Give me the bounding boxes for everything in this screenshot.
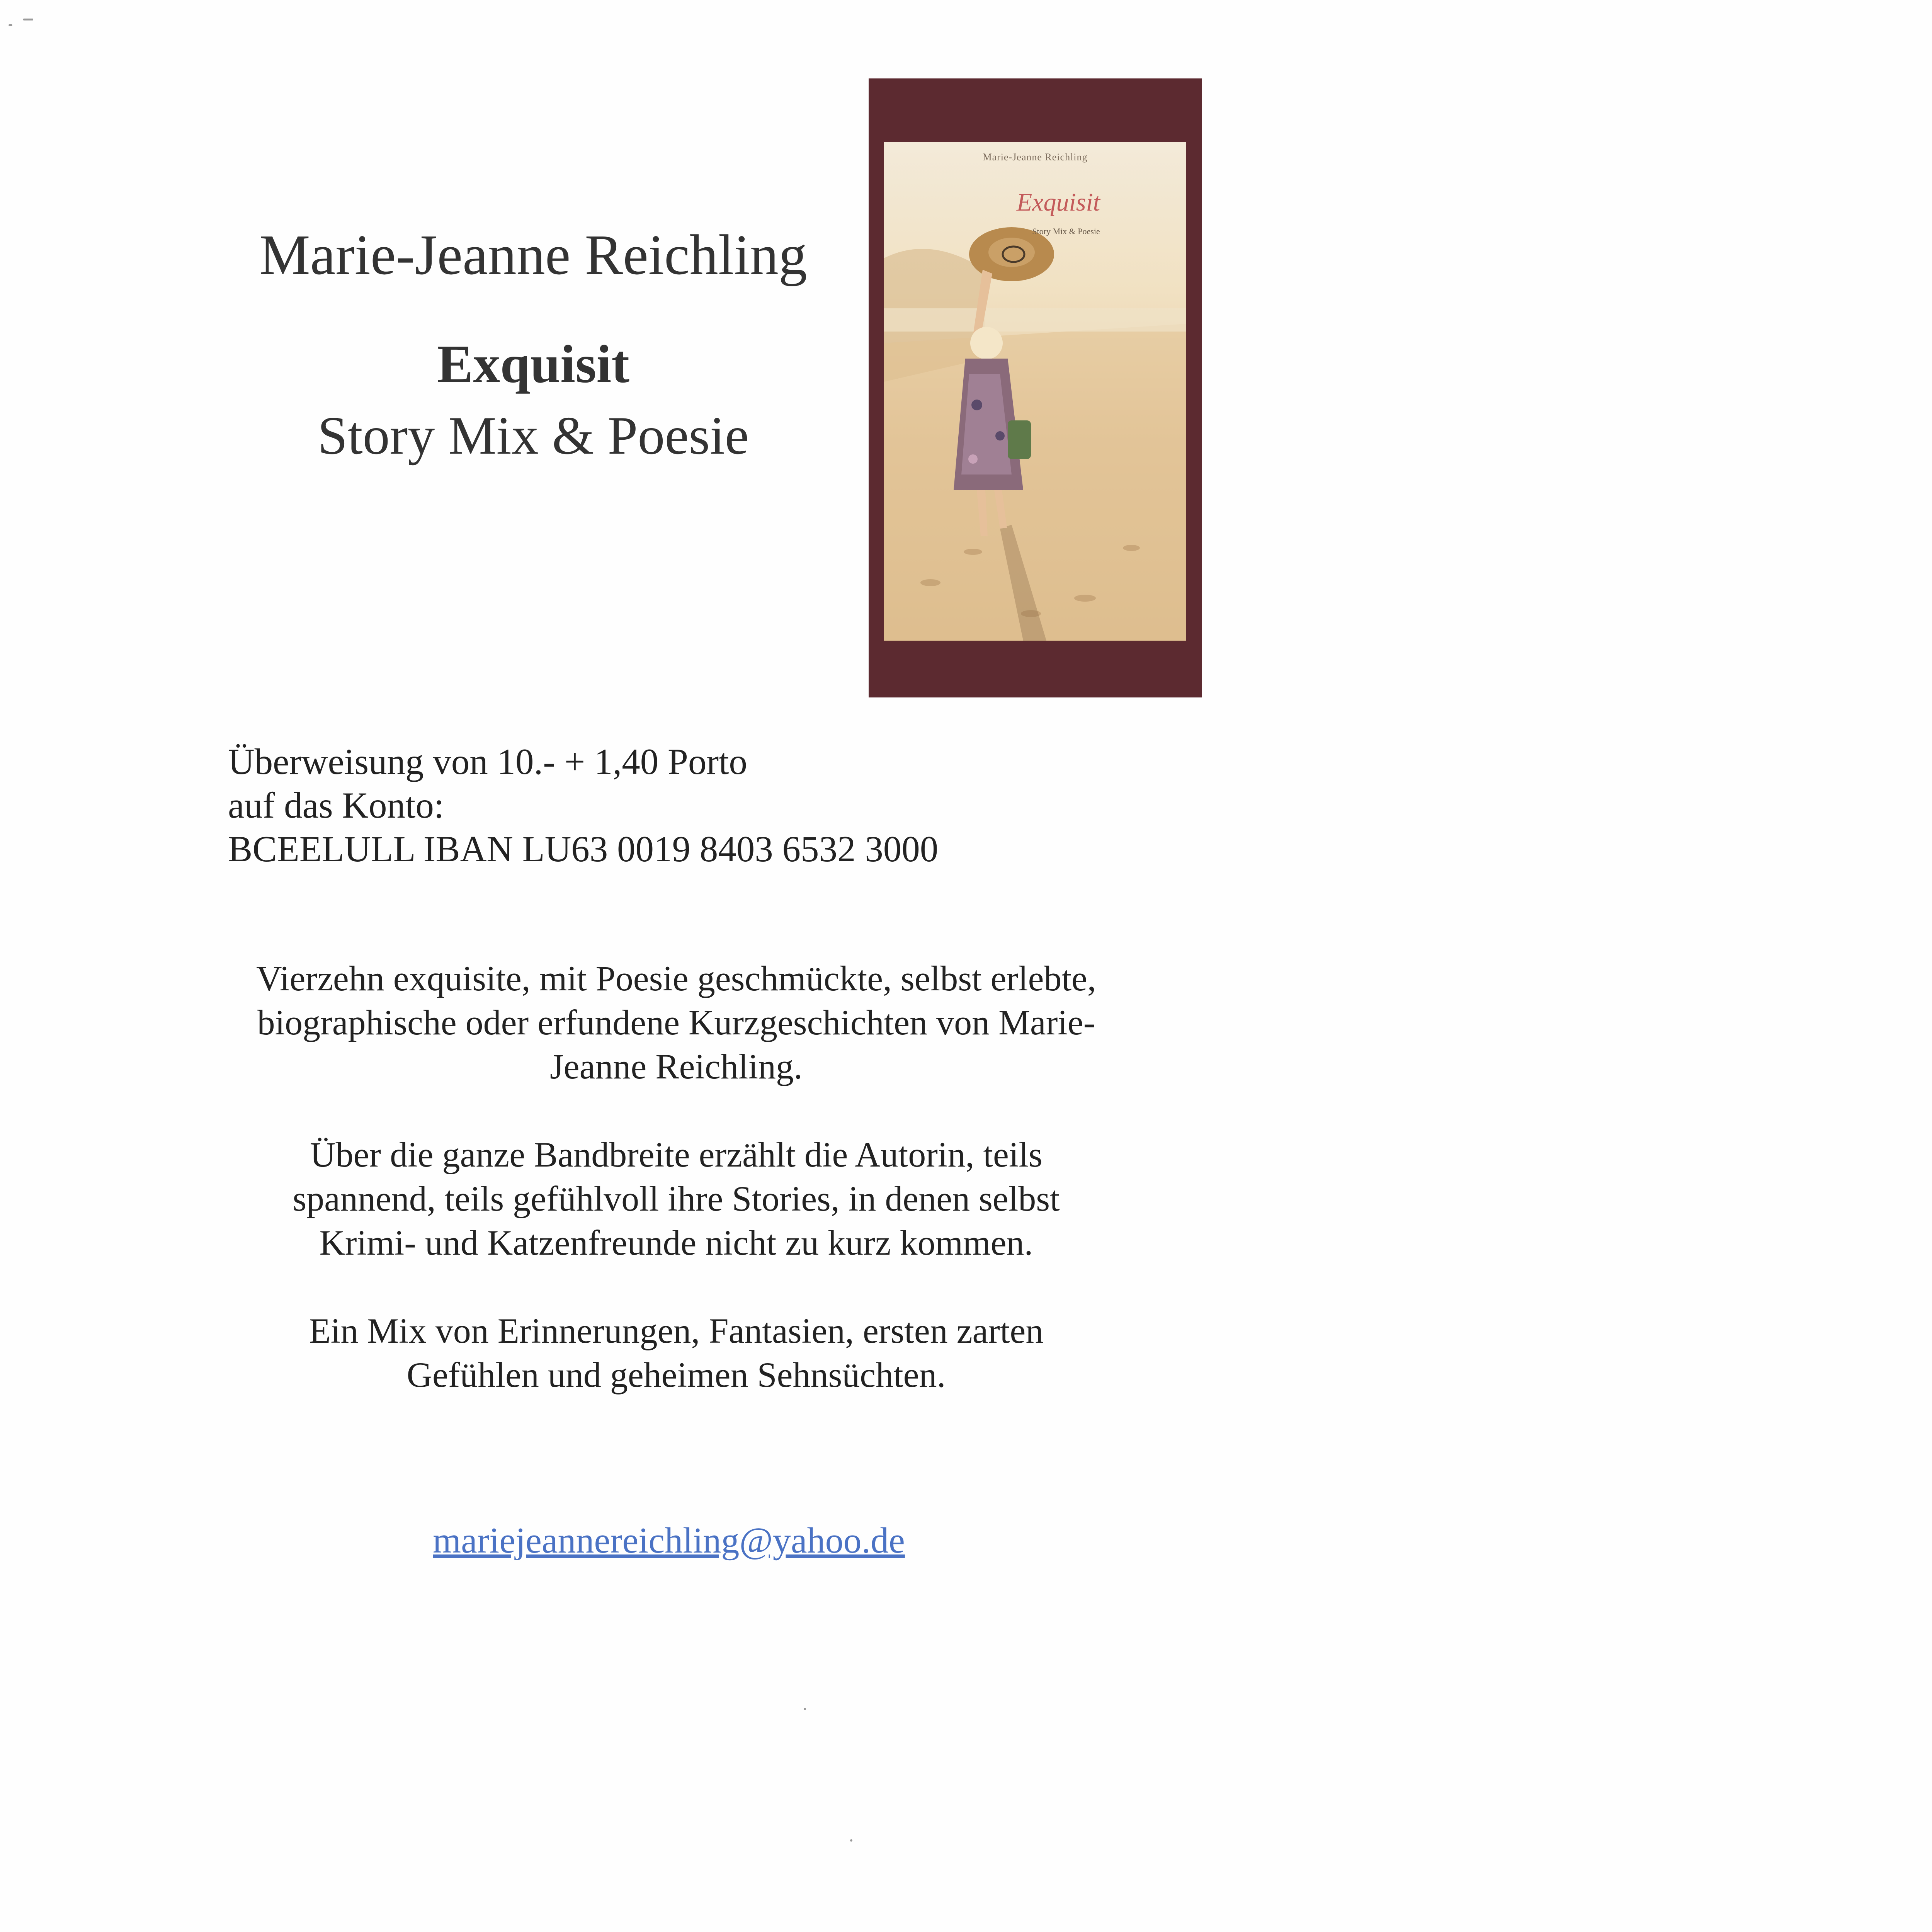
book-cover (869, 78, 1202, 697)
description-line: Gefühlen und geheimen Sehnsüchten. (406, 1355, 946, 1395)
description-line: Über die ganze Bandbreite erzählt die Autorin, teils (310, 1135, 1043, 1174)
description-paragraph (216, 956, 1136, 1088)
description-line: Krimi- und Katzenfreunde nicht zu kurz kommen. (319, 1223, 1033, 1262)
book-title: Exquisit (437, 334, 629, 394)
cover-author: Marie-Jeanne Reichling (983, 151, 1088, 163)
book-description (216, 956, 1136, 1441)
payment-account-label: auf das Konto: (228, 785, 444, 826)
description-line: biographische oder erfundene Kurzgeschichten von Marie- (257, 1003, 1095, 1042)
payment-info (228, 740, 1078, 871)
description-line: Vierzehn exquisite, mit Poesie geschmückte, selbst erlebte, (256, 959, 1096, 998)
description-line: spannend, teils gefühlvoll ihre Stories, in denen selbst (293, 1179, 1060, 1218)
payment-amount: Überweisung von 10.- + 1,40 Porto (228, 741, 747, 782)
author-name: Marie-Jeanne Reichling (259, 223, 807, 287)
email-link[interactable]: mariejeannereichling@yahoo.de (433, 1520, 905, 1561)
scan-speck (23, 19, 33, 20)
scan-speck (804, 1708, 806, 1710)
book-subtitle: Story Mix & Poesie (317, 406, 749, 466)
scan-speck (9, 24, 12, 26)
description-line: Jeanne Reichling. (549, 1047, 803, 1086)
description-paragraph (216, 1309, 1136, 1397)
scan-speck (850, 1839, 852, 1842)
description-line: Ein Mix von Erinnerungen, Fantasien, ersten zarten (309, 1311, 1044, 1350)
book-cover-image (884, 142, 1186, 641)
payment-iban: BCEELULL IBAN LU63 0019 8403 6532 3000 (228, 828, 939, 869)
cover-title: Exquisit (1016, 188, 1100, 216)
cover-subtitle: Story Mix & Poesie (1032, 226, 1100, 236)
description-paragraph (216, 1133, 1136, 1265)
